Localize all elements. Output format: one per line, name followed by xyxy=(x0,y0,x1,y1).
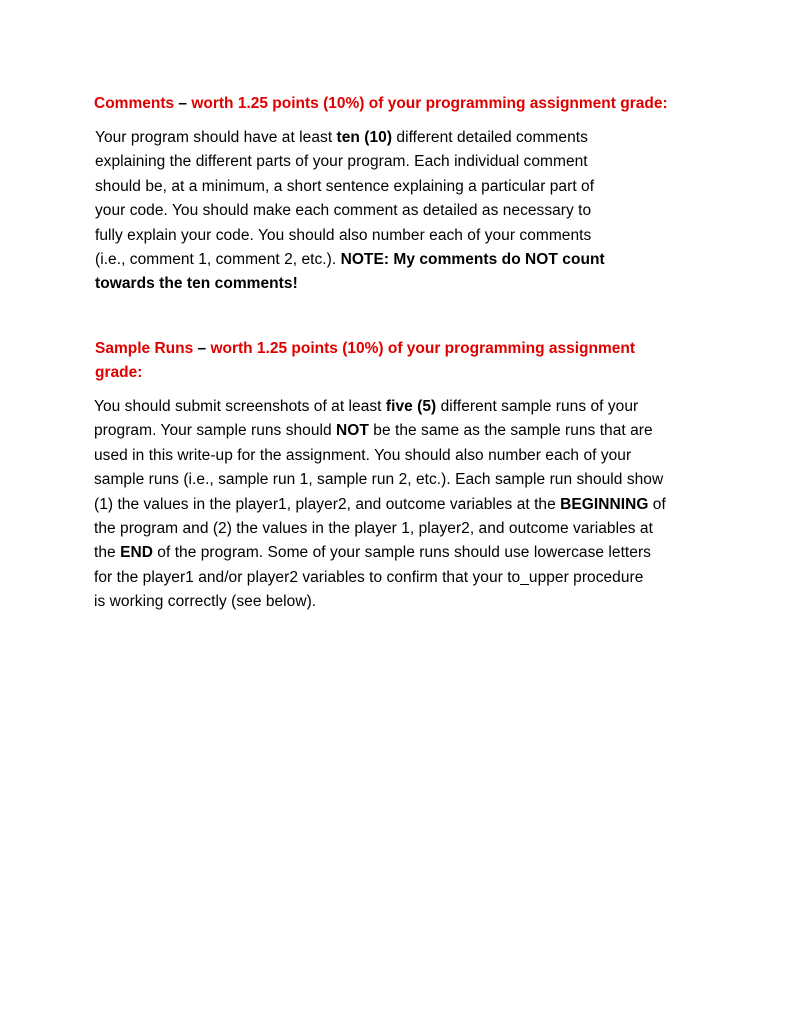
comments-line xyxy=(95,248,655,272)
text-run: You should submit screenshots of at least xyxy=(94,398,386,415)
comments-line xyxy=(95,150,655,174)
text-run: the program and (2) the values in the player 1, player2, and outcome variables at xyxy=(94,520,653,538)
sample-runs-heading xyxy=(95,337,695,385)
emphasis-ten: ten (10) xyxy=(336,129,393,146)
sample-runs-line xyxy=(94,517,714,541)
text-run: explaining the different parts of your program. Each individual comment xyxy=(95,153,588,171)
comments-heading-rest: worth 1.25 points (10%) of your programming assignment grade: xyxy=(191,95,668,112)
sample-runs-line xyxy=(94,395,714,419)
sample-runs-line xyxy=(94,468,714,492)
sample-runs-line xyxy=(94,566,714,590)
text-run: should be, at a minimum, a short sentence explaining a particular part of xyxy=(95,177,595,195)
sample-runs-line xyxy=(94,541,714,565)
emphasis-five: five (5) xyxy=(385,398,437,415)
comments-line xyxy=(95,199,655,223)
text-run: different sample runs of your xyxy=(436,398,639,415)
sample-runs-paragraph xyxy=(94,395,714,615)
comments-line xyxy=(95,126,655,150)
text-run: different detailed comments xyxy=(392,129,588,146)
note-emphasis: NOTE: My comments do NOT count xyxy=(340,251,605,269)
comments-heading-label: Comments xyxy=(94,95,175,112)
sample-runs-heading-rest: worth 1.25 points (10%) of your programming assignment xyxy=(210,340,636,357)
text-run: is working correctly (see below). xyxy=(94,593,317,611)
comments-line xyxy=(95,175,655,199)
text-run: used in this write-up for the assignment. You should also number each of your xyxy=(94,446,632,464)
text-run: your code. You should make each comment as detailed as necessary to xyxy=(95,202,592,220)
sample-runs-line xyxy=(94,419,714,443)
text-run: program. Your sample runs should xyxy=(94,422,337,440)
text-run: (i.e., comment 1, comment 2, etc.). xyxy=(95,251,341,269)
sample-runs-line xyxy=(94,590,714,614)
emphasis-beginning: BEGINNING xyxy=(560,495,649,513)
sample-runs-heading-dash: – xyxy=(193,340,211,357)
text-run: (1) the values in the player1, player2, and outcome variables at the xyxy=(94,495,561,513)
sample-runs-heading-rest-2: grade: xyxy=(95,364,143,381)
emphasis-not: NOT xyxy=(336,422,369,440)
comments-paragraph xyxy=(95,126,655,297)
text-run: the xyxy=(94,544,121,562)
comments-line xyxy=(95,272,655,296)
comments-heading-dash: – xyxy=(174,95,192,112)
text-run: Your program should have at least xyxy=(95,129,337,146)
comments-heading xyxy=(94,92,734,116)
sample-runs-heading-label: Sample Runs xyxy=(95,340,194,357)
sample-runs-line xyxy=(94,444,714,468)
sample-runs-line xyxy=(94,493,714,517)
text-run: of the program. Some of your sample runs should use lowercase letters xyxy=(152,544,651,562)
text-run: fully explain your code. You should also number each of your comments xyxy=(95,226,592,244)
text-run: sample runs (i.e., sample run 1, sample run 2, etc.). Each sample run should show xyxy=(94,471,664,489)
text-run: for the player1 and/or player2 variables to confirm that your to_upper procedure xyxy=(94,568,644,586)
note-emphasis: towards the ten comments! xyxy=(95,275,298,293)
comments-line xyxy=(95,224,655,248)
emphasis-end: END xyxy=(120,544,153,562)
text-run: of xyxy=(648,495,666,513)
text-run: be the same as the sample runs that are xyxy=(368,422,653,440)
